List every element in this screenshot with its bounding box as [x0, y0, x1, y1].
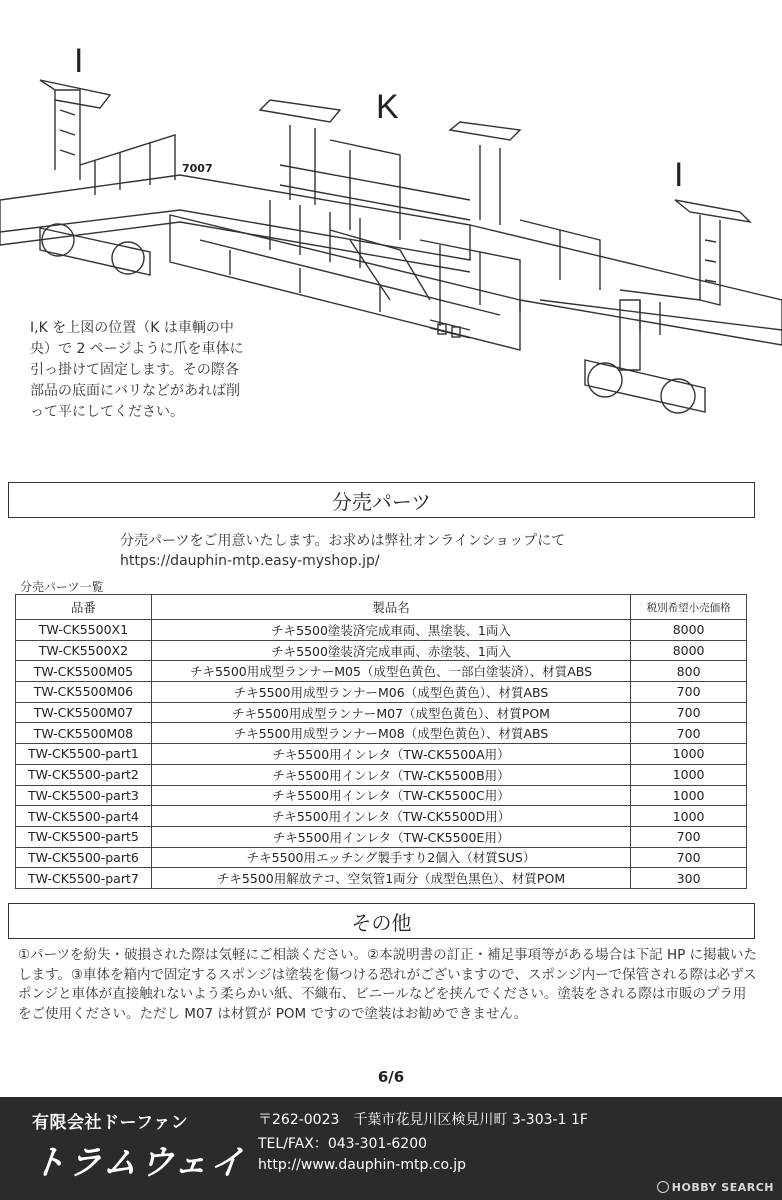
page-number: 6/6: [377, 1068, 405, 1086]
parts-table: [15, 594, 747, 889]
column-header-price: 税別希望小売価格: [631, 595, 747, 620]
table-row: [16, 661, 747, 682]
part-price-cell: 1000: [631, 744, 747, 765]
part-code-cell: TW-CK5500-part3: [16, 785, 152, 806]
watermark: [657, 1181, 774, 1194]
part-price-cell: 1000: [631, 764, 747, 785]
part-code-cell: TW-CK5500-part2: [16, 764, 152, 785]
part-price-cell: 1000: [631, 806, 747, 827]
part-name-cell: チキ5500用インレタ（TW-CK5500E用）: [151, 826, 630, 847]
table-row: [16, 868, 747, 889]
part-code-cell: TW-CK5500-part5: [16, 826, 152, 847]
part-code-cell: TW-CK5500X1: [16, 620, 152, 641]
part-price-cell: 300: [631, 868, 747, 889]
part-price-cell: 700: [631, 723, 747, 744]
part-code-cell: TW-CK5500-part6: [16, 847, 152, 868]
part-name-cell: チキ5500塗装済完成車両、赤塗装、1両入: [151, 640, 630, 661]
postal-address: 〒262-0023 千葉市花見川区検見川町 3-303-1 1F: [258, 1112, 588, 1128]
part-code-cell: TW-CK5500M08: [16, 723, 152, 744]
part-price-cell: 800: [631, 661, 747, 682]
company-name: 有限会社ドーファン: [32, 1113, 189, 1133]
table-header-row: [16, 595, 747, 620]
website-link[interactable]: http://www.dauphin-mtp.co.jp: [258, 1157, 467, 1173]
part-price-cell: 700: [631, 826, 747, 847]
part-name-cell: チキ5500用成型ランナーM06（成型色黄色）、材質ABS: [151, 682, 630, 703]
parts-intro-text: 分売パーツをご用意いたします。お求めは弊社オンラインショップにて: [120, 533, 566, 549]
parts-intro: [120, 531, 680, 571]
brand-logo: トラムウェイ: [29, 1143, 249, 1183]
parts-list-title: 分売パーツ一覧: [20, 580, 104, 594]
part-name-cell: チキ5500用インレタ（TW-CK5500A用）: [151, 744, 630, 765]
table-row: [16, 806, 747, 827]
part-price-cell: 8000: [631, 640, 747, 661]
table-row: [16, 785, 747, 806]
part-code-cell: TW-CK5500-part7: [16, 868, 152, 889]
watermark-icon: [657, 1181, 669, 1193]
table-row: [16, 826, 747, 847]
table-row: [16, 682, 747, 703]
part-name-cell: チキ5500用成型ランナーM05（成型色黄色、一部白塗装済）、材質ABS: [151, 661, 630, 682]
watermark-text: HOBBY SEARCH: [671, 1181, 774, 1194]
table-row: [16, 764, 747, 785]
part-price-cell: 700: [631, 702, 747, 723]
part-label-k: K: [376, 88, 399, 126]
footer: [0, 1097, 782, 1200]
table-row: [16, 620, 747, 641]
part-name-cell: チキ5500用インレタ（TW-CK5500D用）: [151, 806, 630, 827]
parts-section-title: 分売パーツ: [8, 482, 755, 518]
part-code-cell: TW-CK5500M07: [16, 702, 152, 723]
part-price-cell: 700: [631, 682, 747, 703]
part-label-i-left: I: [74, 42, 84, 80]
part-name-cell: チキ5500塗装済完成車両、黒塗装、1両入: [151, 620, 630, 641]
instruction-text: I,K を上図の位置（K は車輌の中央）で 2 ページように爪を車体に引っ掛けて固定します。その際各部品の底面にバリなどがあれば削って平にしてください。: [30, 320, 244, 420]
part-code-cell: TW-CK5500-part4: [16, 806, 152, 827]
table-row: [16, 744, 747, 765]
part-label-i-right: I: [674, 156, 684, 194]
table-row: [16, 723, 747, 744]
shop-url-link[interactable]: https://dauphin-mtp.easy-myshop.jp/: [120, 553, 380, 569]
part-code-cell: TW-CK5500M06: [16, 682, 152, 703]
tel-fax: TEL/FAX：043-301-6200: [258, 1136, 428, 1152]
column-header-code: 品番: [16, 595, 152, 620]
part-code-cell: TW-CK5500-part1: [16, 744, 152, 765]
parts-table-body: [16, 620, 747, 889]
other-section-title: その他: [8, 903, 755, 939]
part-code-cell: TW-CK5500M05: [16, 661, 152, 682]
part-price-cell: 700: [631, 847, 747, 868]
part-code-cell: TW-CK5500X2: [16, 640, 152, 661]
freight-car-drawing: [0, 0, 782, 470]
part-name-cell: チキ5500用成型ランナーM08（成型色黄色）、材質ABS: [151, 723, 630, 744]
part-name-cell: チキ5500用インレタ（TW-CK5500B用）: [151, 764, 630, 785]
table-row: [16, 847, 747, 868]
part-price-cell: 8000: [631, 620, 747, 641]
car-number: 7007: [182, 162, 213, 175]
table-row: [16, 640, 747, 661]
part-name-cell: チキ5500用解放テコ、空気管1両分（成型色黒色）、材質POM: [151, 868, 630, 889]
part-price-cell: 1000: [631, 785, 747, 806]
part-name-cell: チキ5500用エッチング製手すり2個入（材質SUS）: [151, 847, 630, 868]
table-row: [16, 702, 747, 723]
other-notes: ①パーツを紛失・破損された際は気軽にご相談ください。②本説明書の訂正・補足事項等がある場合は下記 HP に掲載いたします。③車体を箱内で固定するスポンジは塗装を傷つける恐れがございますので、スポンジ内ーで保管される際は必ずスポンジと車体が直接触れないよう柔らかい紙、不織布、ビニールなどを挟んでください。塗装をされる際は市販のプラ用をご使用ください。ただし M07 は材質が POM ですので塗装はお勧めできません。: [18, 947, 758, 1022]
part-name-cell: チキ5500用インレタ（TW-CK5500C用）: [151, 785, 630, 806]
column-header-name: 製品名: [151, 595, 630, 620]
part-name-cell: チキ5500用成型ランナーM07（成型色黄色）、材質POM: [151, 702, 630, 723]
